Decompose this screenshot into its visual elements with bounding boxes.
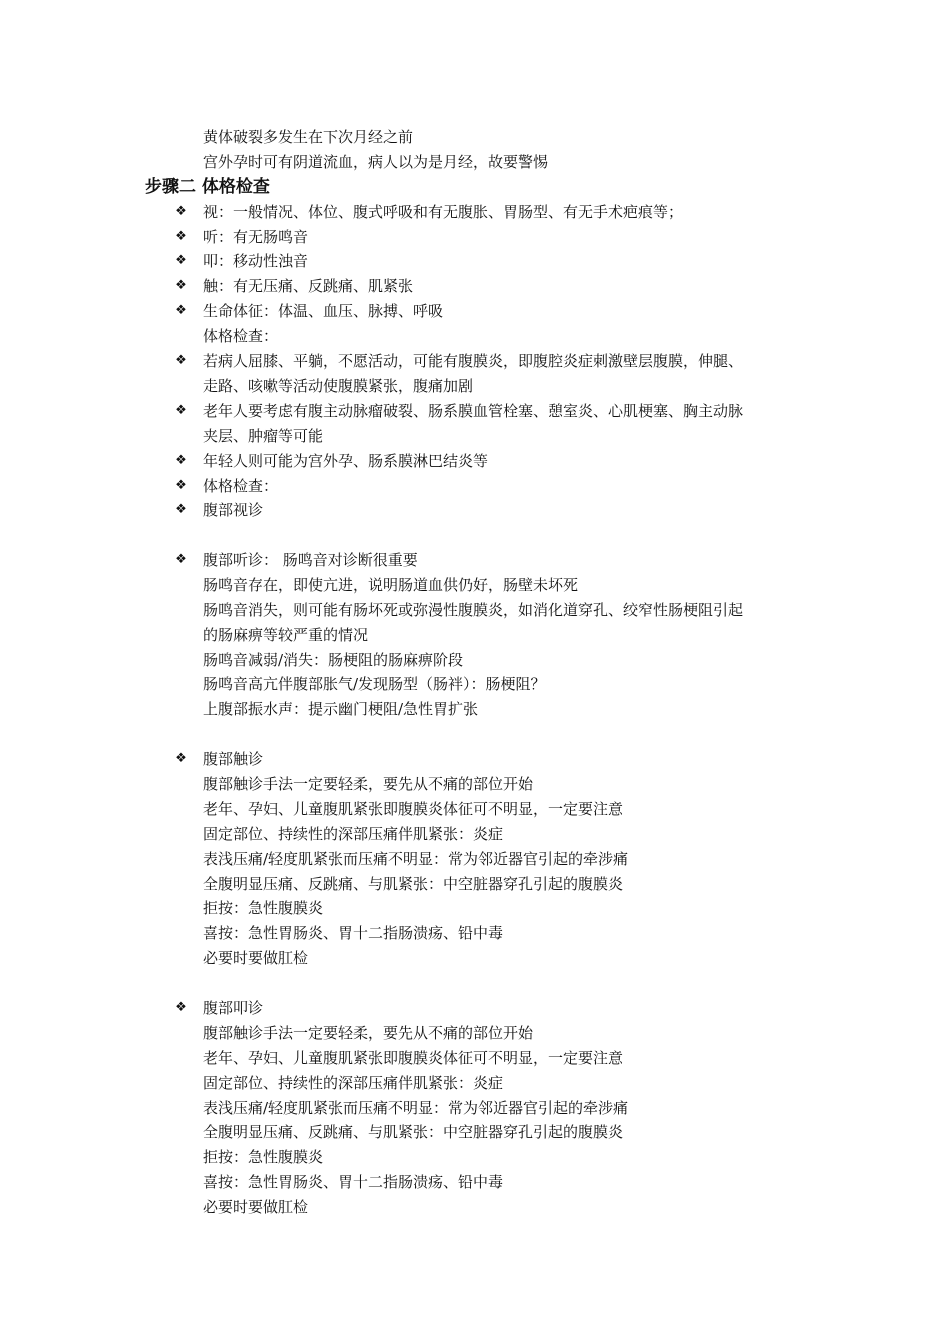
text-line: 的肠麻痹等较严重的情况 bbox=[203, 626, 369, 644]
bullet-item: 年轻人则可能为宫外孕、肠系膜淋巴结炎等 bbox=[203, 452, 489, 470]
text-line: 腹部触诊手法一定要轻柔，要先从不痛的部位开始 bbox=[203, 1024, 534, 1042]
text-line: 上腹部振水声：提示幽门梗阻/急性胃扩张 bbox=[203, 700, 479, 718]
text-line: 全腹明显压痛、反跳痛、与肌紧张：中空脏器穿孔引起的腹膜炎 bbox=[203, 875, 624, 893]
text-line: 肠鸣音高亢伴腹部胀气/发现肠型（肠袢）：肠梗阻？ bbox=[203, 675, 546, 693]
bullet-item-continuation: 夹层、肿瘤等可能 bbox=[203, 427, 324, 445]
text-line: 腹部触诊手法一定要轻柔，要先从不痛的部位开始 bbox=[203, 775, 534, 793]
text-line: 体格检查： bbox=[203, 327, 279, 345]
bullet-icon: ❖ bbox=[175, 552, 187, 567]
text-line: 拒按：急性腹膜炎 bbox=[203, 1148, 324, 1166]
text-line: 喜按：急性胃肠炎、胃十二指肠溃疡、铅中毒 bbox=[203, 924, 504, 942]
bullet-icon: ❖ bbox=[175, 204, 187, 219]
text-line: 肠鸣音消失，则可能有肠坏死或弥漫性腹膜炎，如消化道穿孔、绞窄性肠梗阻引起 bbox=[203, 601, 744, 619]
text-line: 表浅压痛/轻度肌紧张而压痛不明显：常为邻近器官引起的牵涉痛 bbox=[203, 850, 629, 868]
bullet-icon: ❖ bbox=[175, 751, 187, 766]
bullet-item: 老年人要考虑有腹主动脉瘤破裂、肠系膜血管栓塞、憩室炎、心肌梗塞、胸主动脉 bbox=[203, 402, 744, 420]
text-line: 肠鸣音减弱/消失：肠梗阻的肠麻痹阶段 bbox=[203, 651, 464, 669]
bullet-item-continuation: 走路、咳嗽等活动使腹膜紧张，腹痛加剧 bbox=[203, 377, 474, 395]
text-line: 喜按：急性胃肠炎、胃十二指肠溃疡、铅中毒 bbox=[203, 1173, 504, 1191]
text-line: 必要时要做肛检 bbox=[203, 1198, 309, 1216]
text-line: 必要时要做肛检 bbox=[203, 949, 309, 967]
bullet-item: 腹部触诊 bbox=[203, 750, 264, 768]
bullet-icon: ❖ bbox=[175, 478, 187, 493]
bullet-item: 听：有无肠鸣音 bbox=[203, 228, 309, 246]
bullet-item: 视：一般情况、体位、腹式呼吸和有无腹胀、胃肠型、有无手术疤痕等； bbox=[203, 203, 684, 221]
bullet-item: 生命体征：体温、血压、脉搏、呼吸 bbox=[203, 302, 444, 320]
bullet-icon: ❖ bbox=[175, 353, 187, 368]
text-line: 肠鸣音存在，即使亢进，说明肠道血供仍好，肠壁未坏死 bbox=[203, 576, 579, 594]
bullet-icon: ❖ bbox=[175, 229, 187, 244]
bullet-item: 体格检查： bbox=[203, 477, 279, 495]
text-line: 固定部位、持续性的深部压痛伴肌紧张：炎症 bbox=[203, 825, 504, 843]
bullet-icon: ❖ bbox=[175, 453, 187, 468]
bullet-icon: ❖ bbox=[175, 403, 187, 418]
bullet-icon: ❖ bbox=[175, 253, 187, 268]
bullet-icon: ❖ bbox=[175, 278, 187, 293]
text-line: 宫外孕时可有阴道流血，病人以为是月经，故要警惕 bbox=[203, 153, 549, 171]
bullet-icon: ❖ bbox=[175, 502, 187, 517]
bullet-item: 腹部叩诊 bbox=[203, 999, 264, 1017]
bullet-icon: ❖ bbox=[175, 1000, 187, 1015]
text-line: 黄体破裂多发生在下次月经之前 bbox=[203, 128, 414, 146]
bullet-item: 若病人屈膝、平躺，不愿活动，可能有腹膜炎，即腹腔炎症刺激壁层腹膜，伸腿、 bbox=[203, 352, 744, 370]
text-line: 表浅压痛/轻度肌紧张而压痛不明显：常为邻近器官引起的牵涉痛 bbox=[203, 1099, 629, 1117]
text-line: 老年、孕妇、儿童腹肌紧张即腹膜炎体征可不明显，一定要注意 bbox=[203, 800, 624, 818]
bullet-item: 腹部听诊： 肠鸣音对诊断很重要 bbox=[203, 551, 418, 569]
text-line: 拒按：急性腹膜炎 bbox=[203, 899, 324, 917]
bullet-icon: ❖ bbox=[175, 303, 187, 318]
bullet-item: 触：有无压痛、反跳痛、肌紧张 bbox=[203, 277, 414, 295]
bullet-item: 叩：移动性浊音 bbox=[203, 252, 309, 270]
text-line: 全腹明显压痛、反跳痛、与肌紧张：中空脏器穿孔引起的腹膜炎 bbox=[203, 1123, 624, 1141]
section-heading: 步骤二 体格检查 bbox=[145, 177, 270, 197]
text-line: 固定部位、持续性的深部压痛伴肌紧张：炎症 bbox=[203, 1074, 504, 1092]
bullet-item: 腹部视诊 bbox=[203, 501, 264, 519]
text-line: 老年、孕妇、儿童腹肌紧张即腹膜炎体征可不明显，一定要注意 bbox=[203, 1049, 624, 1067]
